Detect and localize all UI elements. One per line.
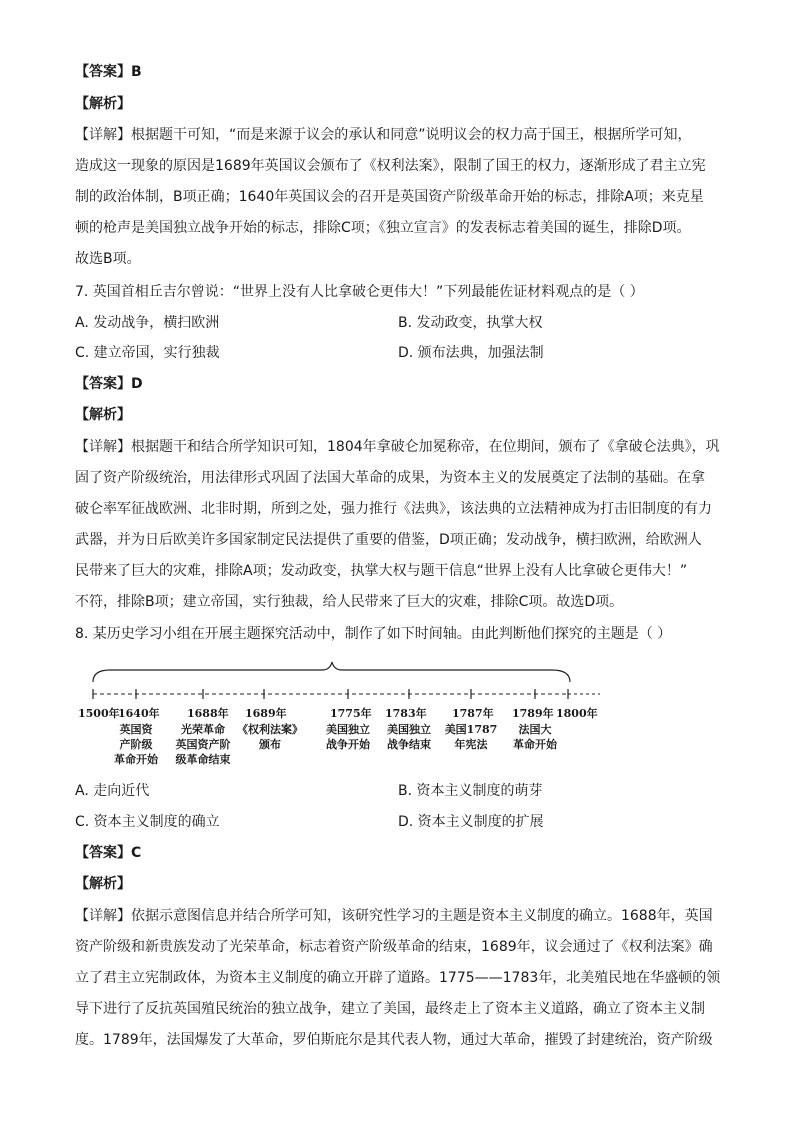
detail-8-line-4: 导下进行了反抗英国殖民统治的独立战争，建立了美国，最终走上了资本主义道路，确立了资本主义制	[75, 1001, 705, 1017]
timeline-event-line: 颁布	[259, 738, 281, 751]
question-8: 8. 某历史学习小组在开展主题探究活动中，制作了如下时间轴。由此判断他们探究的主题是（ ）	[75, 626, 672, 642]
timeline-event	[230, 722, 310, 752]
timeline-event-line: 战争开始	[326, 738, 370, 751]
detail-7-line-4: 武器，并为日后欧美许多国家制定民法提供了重要的借鉴，D项正确；发动战争，横扫欧洲，给欧洲人	[75, 532, 702, 548]
timeline-event-line: 革命开始	[513, 738, 557, 751]
analysis-6: 【解析】	[75, 96, 131, 112]
q7-option-c: C. 建立帝国，实行独裁	[75, 345, 220, 361]
detail-6-line-1: 【详解】根据题干可知，“而是来源于议会的承认和同意”说明议会的权力高于国王，根据所学可知，	[75, 127, 692, 143]
timeline-year: 1775年	[330, 707, 372, 720]
q7-option-d: D. 颁布法典，加强法制	[398, 345, 544, 361]
answer-6: 【答案】B	[75, 64, 142, 80]
detail-7-line-2: 固了资产阶级统治，用法律形式巩固了法国大革命的成果，为资本主义的发展奠定了法制的基础。在拿	[75, 470, 705, 486]
timeline-event-line: 革命开始	[114, 753, 158, 766]
detail-6-line-3: 制的政治体制，B项正确；1640年英国议会的召开是英国资产阶级革命开始的标志，排除A项；来克星	[75, 189, 704, 205]
timeline-year: 1783年	[385, 707, 427, 720]
timeline-event-line: 光荣革命	[181, 723, 225, 736]
detail-7-line-5: 民带来了巨大的灾难，排除A项；发动政变，执掌大权与题干信息“世界上没有人比拿破仑更伟大！”	[75, 563, 688, 579]
answer-7: 【答案】D	[75, 376, 143, 392]
detail-8-line-5: 度。1789年，法国爆发了大革命，罗伯斯庇尔是其代表人物，通过大革命，摧毁了封建统治，资产阶级	[75, 1032, 713, 1048]
timeline-event-line: 级革命结束	[175, 753, 231, 766]
timeline-event-line: 英国资产阶	[175, 738, 231, 751]
analysis-7: 【解析】	[75, 407, 131, 423]
timeline-brace	[93, 662, 570, 682]
detail-8-line-2: 资产阶级和新贵族发动了光荣革命，标志着资产阶级革命的结束，1689年，议会通过了《权利法案》确	[75, 939, 713, 955]
analysis-8: 【解析】	[75, 876, 131, 892]
timeline-year: 1787年	[452, 707, 494, 720]
timeline-year: 1500年	[78, 707, 120, 720]
detail-6-line-4: 顿的枪声是美国独立战争开始的标志，排除C项；《独立宣言》的发表标志着美国的诞生，排除D项。	[75, 220, 691, 236]
timeline-event-line: 英国资	[119, 723, 153, 736]
q8-option-c: C. 资本主义制度的确立	[75, 814, 220, 830]
timeline-event-line: 《权利法案》	[237, 723, 303, 736]
timeline-year: 1800年	[556, 707, 598, 720]
timeline-event-line: 法国大	[518, 723, 552, 736]
detail-7-line-1: 【详解】根据题干和结合所学知识可知，1804年拿破仑加冕称帝，在位期间，颁布了《拿破仑法典》，巩	[75, 439, 720, 455]
q8-option-b: B. 资本主义制度的萌芽	[398, 783, 543, 799]
detail-7-line-6: 不符，排除B项；建立帝国，实行独裁，给人民带来了巨大的灾难，排除C项。故选D项。	[75, 594, 624, 610]
timeline-event-line: 美国独立	[326, 723, 370, 736]
timeline-event-line: 美国1787	[444, 723, 498, 736]
timeline-year: 1688年	[187, 707, 229, 720]
detail-8-line-1: 【详解】依据示意图信息并结合所学可知，该研究性学习的主题是资本主义制度的确立。1688年，英国	[75, 908, 713, 924]
q7-option-a: A. 发动战争，横扫欧洲	[75, 315, 220, 331]
question-7: 7. 英国首相丘吉尔曾说：“世界上没有人比拿破仑更伟大！”下列最能佐证材料观点的是（ ）	[75, 284, 644, 300]
timeline-year: 1640年	[118, 707, 160, 720]
timeline-event	[495, 722, 575, 752]
timeline-event-line: 美国独立	[387, 723, 431, 736]
q8-option-a: A. 走向近代	[75, 783, 150, 799]
timeline-event-line: 战争结束	[387, 738, 431, 751]
answer-8: 【答案】C	[75, 845, 142, 861]
detail-7-line-3: 破仑率军征战欧洲、北非时期，所到之处，强力推行《法典》，该法典的立法精神成为打击旧制度的有力	[75, 501, 712, 517]
q7-option-b: B. 发动政变，执掌大权	[398, 315, 543, 331]
timeline-event-line: 产阶级	[119, 738, 153, 751]
detail-8-line-3: 立了君主立宪制政体，为资本主义制度的确立开辟了道路。1775——1783年，北美殖民地在华盛顿的领	[75, 970, 721, 986]
detail-6-line-2: 造成这一现象的原因是1689年英国议会颁布了《权利法案》，限制了国王的权力，逐渐形成了君主立宪	[75, 158, 706, 174]
detail-6-line-5: 故选B项。	[75, 251, 141, 267]
q8-option-d: D. 资本主义制度的扩展	[398, 814, 544, 830]
timeline-year: 1789年	[512, 707, 554, 720]
timeline-year: 1689年	[245, 707, 287, 720]
timeline-event-line: 年宪法	[454, 738, 488, 751]
